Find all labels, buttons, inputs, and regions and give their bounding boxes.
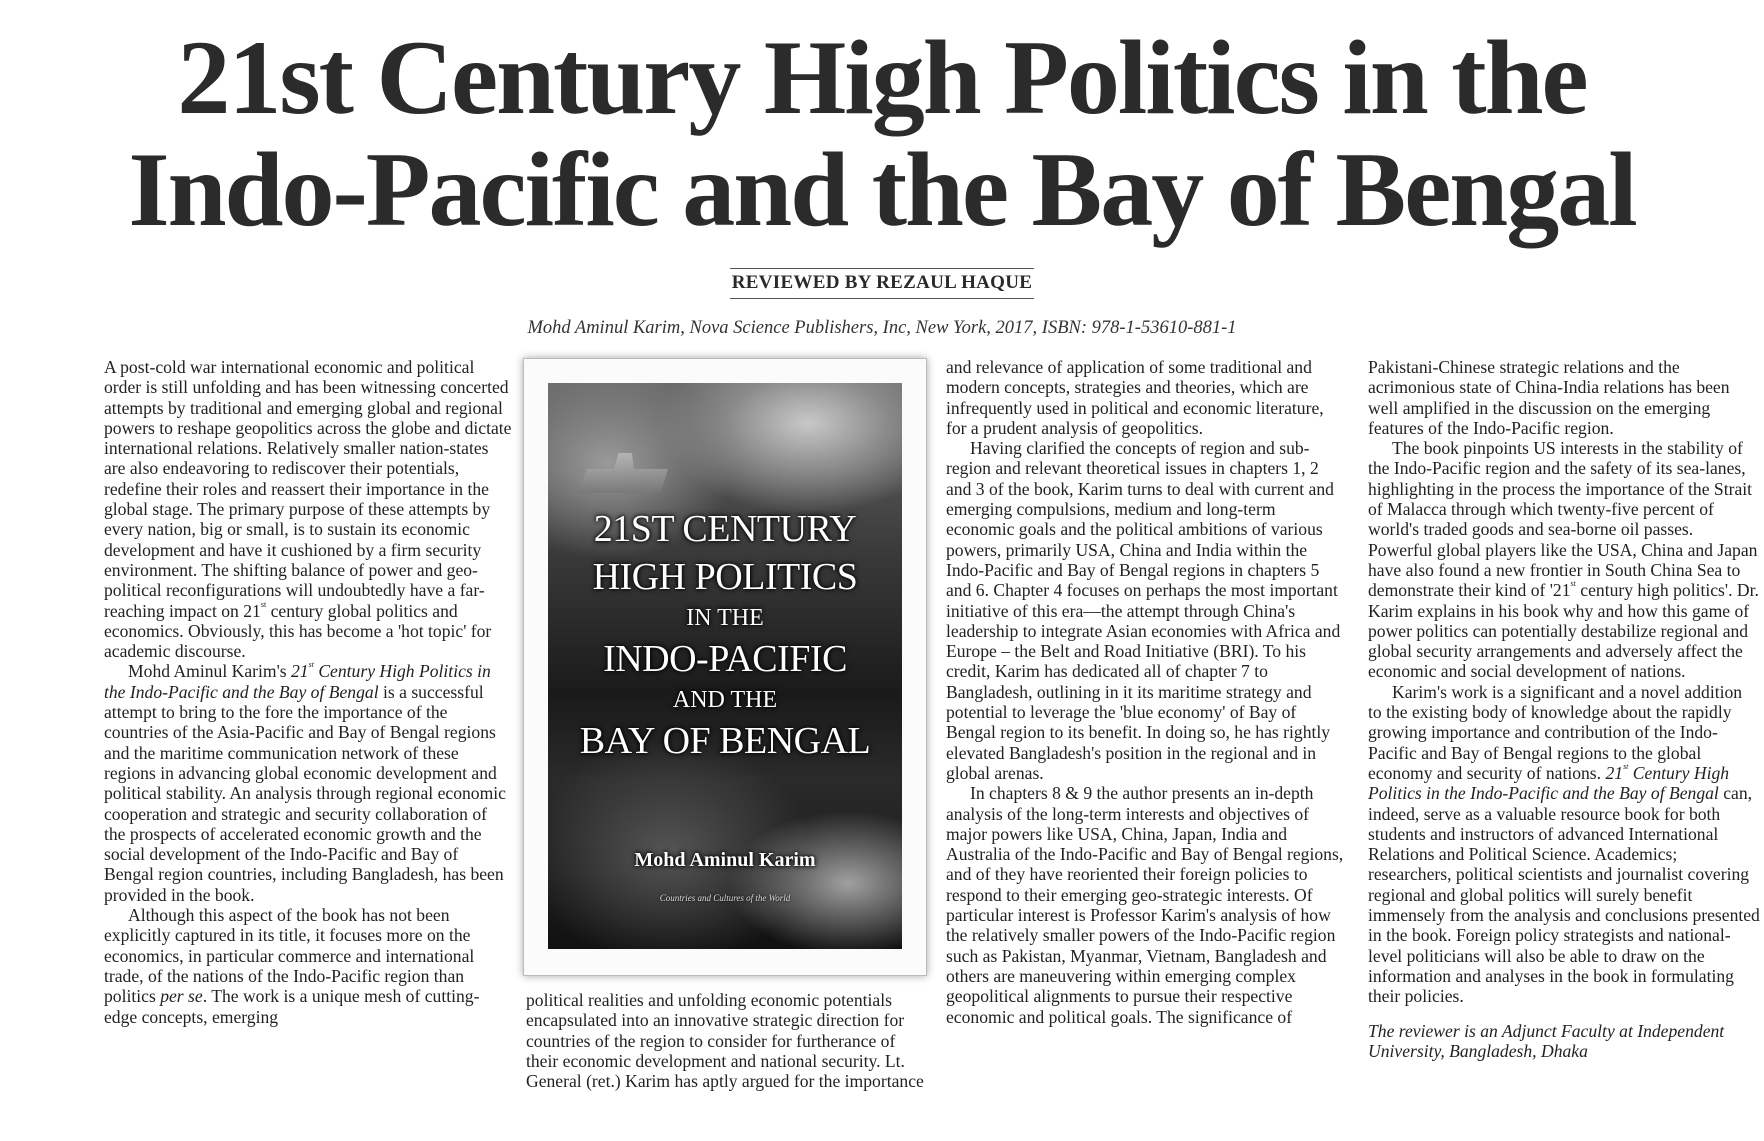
cover-series: Countries and Cultures of the World <box>659 893 791 903</box>
paragraph: Karim's work is a significant and a novel addition to the existing body of knowledge about the rapidly growing importance and contribution of the Indo-Pacific and Bay of Bengal regions to the global economy and security of nations. 21st Century High Politics in the Indo-Pacific and the Bay of Bengal can, indeed, serve as a valuable resource book for both students and instructors of advanced International Relations and Political Science. Academics; researchers, political scientists and journalist covering regional and global politics will surely benefit immensely from the analysis and conclusions presented in the book. Foreign policy strategists and national-level politicians will also be able to draw on the information and analyses in the book in formulating their policies. <box>1368 681 1760 1007</box>
column-2 <box>526 990 924 1091</box>
ship-illustration <box>578 453 668 493</box>
paragraph: political realities and unfolding economic potentials encapsulated into an innovative strategic direction for countries of the region to consider for furtherance of their economic development and national security. Lt. General (ret.) Karim has aptly argued for the importance <box>526 990 924 1092</box>
reviewer-name: REVIEWED BY REZAUL HAQUE <box>730 268 1035 299</box>
column-4 <box>1368 357 1760 1061</box>
paragraph: Mohd Aminul Karim's 21st Century High Politics in the Indo-Pacific and the Bay of Bengal is a successful attempt to bring to the fore the importance of the countries of the Asia-Pacific and Bay of Bengal regions and the maritime communication network of these regions in advancing global economic development and political stability. An analysis through regional economic cooperation and strategic and security collaboration of the prospects of accelerated economic growth and the social development of the Indo-Pacific and Bay of Bengal region countries, including Bangladesh, has been provided in the book. <box>104 660 506 905</box>
paragraph: Although this aspect of the book has not been explicitly captured in its title, it focuses more on the economics, in particular commerce and international trade, of the nations of the Indo-Pacific region than politics per se. The work is a unique mesh of cutting-edge concepts, emerging <box>104 905 480 1027</box>
reviewer-note: The reviewer is an Adjunct Faculty at Independent University, Bangladesh, Dhaka <box>1368 1020 1725 1061</box>
column-1 <box>104 357 512 1027</box>
headline-line-2: Indo-Pacific and the Bay of Bengal <box>128 131 1636 248</box>
paragraph: In chapters 8 & 9 the author presents an in-depth analysis of the long-term interests and objectives of major powers like USA, China, Japan, India and Australia of the Indo-Pacific and Bay of Bengal regions, and of they have reoriented their foreign policies to respond to their emerging geo-strategic interests. Of particular interest is Professor Karim's analysis of how the relatively smaller powers of the Indo-Pacific region such as Pakistan, Myanmar, Vietnam, Bangladesh and others are maneuvering within emerging complex geopolitical alignments to pursue their respective economic and political goals. The significance of <box>946 783 1344 1027</box>
book-cover <box>548 383 902 949</box>
headline-line-1: 21st Century High Politics in the <box>177 19 1587 136</box>
paragraph: and relevance of application of some traditional and modern concepts, strategies and theories, which are infrequently used in political and economic literature, for a prudent analysis of geopolitics. <box>946 357 1324 438</box>
book-cover-image <box>523 358 927 976</box>
reviewer-byline <box>0 268 1764 299</box>
column-3 <box>946 357 1346 1027</box>
book-bibliography: Mohd Aminul Karim, Nova Science Publishers, Inc, New York, 2017, ISBN: 978-1-53610-881-1 <box>527 318 1237 338</box>
book-title-italic: 21st Century High Politics in the Indo-Pacific and the Bay of Bengal <box>104 660 491 702</box>
paragraph: The book pinpoints US interests in the stability of the Indo-Pacific region and the safety of its sea-lanes, highlighting in the process the importance of the Strait of Malacca through which twenty-five percent of world's traded goods and sea-borne oil passes. Powerful global players like the USA, China and Japan have also found a new frontier in South China Sea to demonstrate their kind of '21st century high politics'. Dr. Karim explains in his book why and how this game of power politics can potentially destabilize regional and global security arrangements and adversely affect the economic and social development of nations. <box>1368 438 1759 682</box>
paragraph: Having clarified the concepts of region and sub-region and relevant theoretical issues in chapters 1, 2 and 3 of the book, Karim turns to deal with current and emerging compulsions, medium and long-term economic goals and the political ambitions of various powers, primarily USA, China and India within the Indo-Pacific and Bay of Bengal regions in chapters 5 and 6. Chapter 4 focuses on perhaps the most important initiative of this era—the attempt through China's leadership to integrate Asian economies with Africa and Europe – the Belt and Road Initiative (BRI). To his credit, Karim has dedicated all of chapter 7 to Bangladesh, outlining in it its maritime strategy and potential to leverage the 'blue economy' of Bay of Bengal region to its benefit. In doing so, he has rightly elevated Bangladesh's position in the regional and in global arenas. <box>946 438 1341 783</box>
paragraph: Pakistani-Chinese strategic relations and the acrimonious state of China-India relations has been well amplified in the discussion on the emerging features of the Indo-Pacific region. <box>1368 357 1730 438</box>
headline <box>0 19 1764 248</box>
book-title-italic: 21st Century High Politics in the Indo-Pacific and the Bay of Bengal <box>1368 761 1730 804</box>
cover-title: 21ST CENTURY HIGH POLITICS IN THE INDO-PACIFIC AND THE BAY OF BENGAL <box>579 508 871 762</box>
paragraph: A post-cold war international economic and political order is still unfolding and has been witnessing concerted attempts by traditional and emerging global and regional powers to reshape geopolitics across the globe and dictate international relations. Relatively smaller nation-states are also endeavoring to rediscover their potentials, redefine their roles and reassert their importance in the global stage. The primary purpose of these attempts by every nation, big or small, is to sustain its economic development and have it cushioned by a firm security environment. The shifting balance of power and geo-political reconfigurations will undoubtedly have a far-reaching impact on 21st century global politics and economics. Obviously, this has become a 'hot topic' for academic discourse. <box>104 357 512 662</box>
cover-author: Mohd Aminul Karim <box>634 849 816 871</box>
